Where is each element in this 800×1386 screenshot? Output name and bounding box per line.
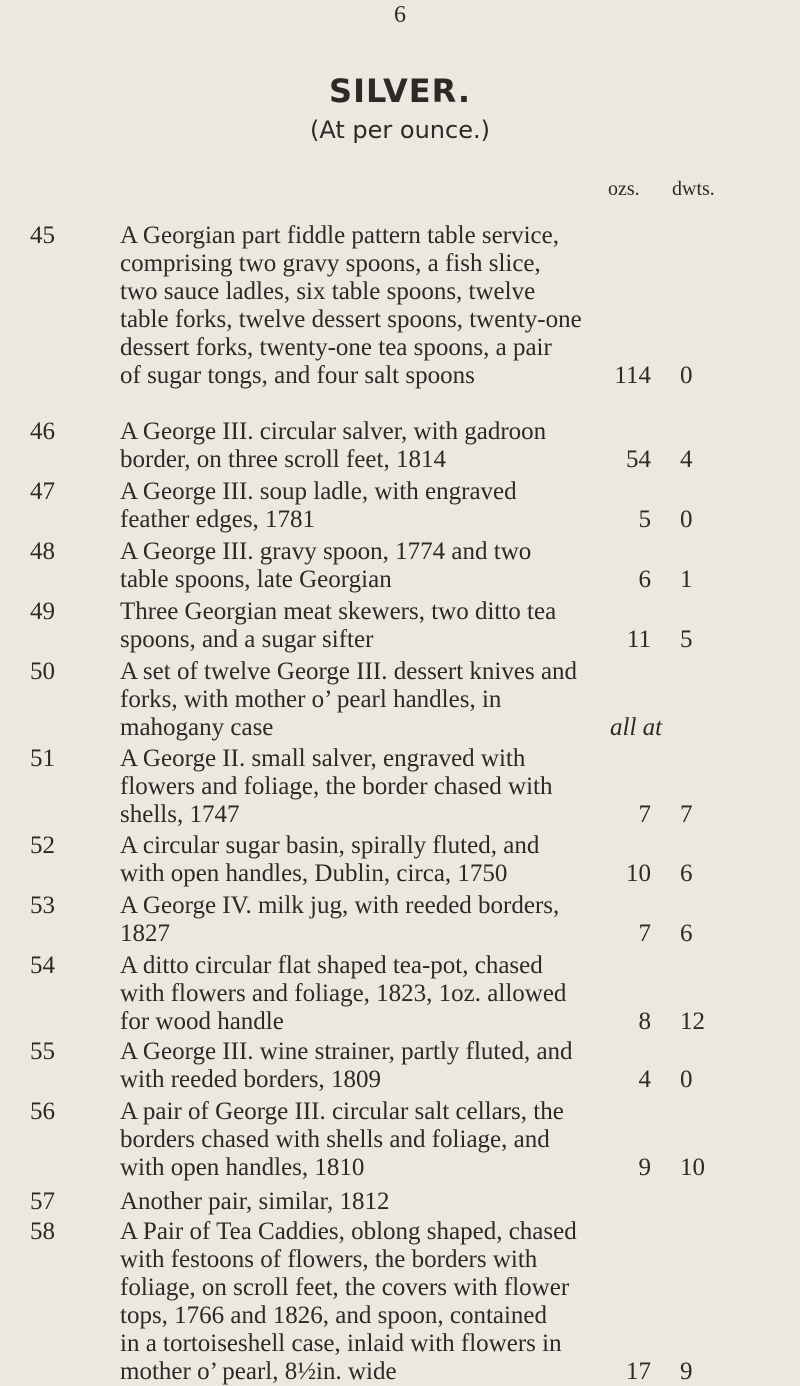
lot-description xyxy=(120,222,598,390)
description-line: forks, with mother o’ pearl handles, in xyxy=(120,686,502,713)
description-line: mahogany case xyxy=(120,714,274,741)
weight-dwts: 6 xyxy=(680,860,693,887)
lot-description xyxy=(120,1188,598,1216)
weight-ozs: 4 xyxy=(638,1066,651,1093)
description-line: A George IV. milk jug, with reeded borders, xyxy=(120,892,560,919)
ozs-column-header: ozs. xyxy=(608,178,640,200)
description-line: table spoons, late Georgian xyxy=(120,566,392,593)
description-line: for wood handle xyxy=(120,1008,284,1035)
description-line: A George II. small salver, engraved with xyxy=(120,745,526,772)
lot-number: 55 xyxy=(30,1038,55,1065)
description-line: tops, 1766 and 1826, and spoon, contained xyxy=(120,1302,548,1329)
weight-ozs: 11 xyxy=(626,626,651,653)
lot-number: 51 xyxy=(30,745,55,772)
description-line: A set of twelve George III. dessert knives and xyxy=(120,658,578,685)
weight-dwts: 4 xyxy=(680,446,693,473)
weight-dwts: 10 xyxy=(680,1154,705,1181)
description-line: flowers and foliage, the border chased with xyxy=(120,773,553,800)
description-line: A Pair of Tea Caddies, oblong shaped, chased xyxy=(120,1218,577,1245)
description-line: A Georgian part fiddle pattern table service, xyxy=(120,222,559,249)
lot-description xyxy=(120,538,598,594)
weight-dwts: 0 xyxy=(680,506,693,533)
lot-number: 46 xyxy=(30,418,55,445)
description-line: with festoons of flowers, the borders with xyxy=(120,1246,538,1273)
lot-number: 47 xyxy=(30,478,55,505)
weight-dwts: 0 xyxy=(680,362,693,389)
description-line: table forks, twelve dessert spoons, twenty-one xyxy=(120,306,582,333)
description-line: comprising two gravy spoons, a fish slice, xyxy=(120,250,541,277)
description-line: borders chased with shells and foliage, and xyxy=(120,1126,550,1153)
description-line: A George III. gravy spoon, 1774 and two xyxy=(120,538,532,565)
page-title: SILVER. xyxy=(329,72,471,110)
weight-ozs: 10 xyxy=(626,860,651,887)
lot-description xyxy=(120,1038,598,1094)
weight-ozs: 17 xyxy=(626,1358,651,1385)
description-line: shells, 1747 xyxy=(120,801,240,828)
lot-number: 57 xyxy=(30,1188,55,1215)
description-line: foliage, on scroll feet, the covers with flower xyxy=(120,1274,570,1301)
lot-description xyxy=(120,832,598,888)
description-line: A ditto circular flat shaped tea-pot, chased xyxy=(120,952,543,979)
page-subtitle: (At per ounce.) xyxy=(310,116,490,144)
description-line: 1827 xyxy=(120,920,170,947)
lot-description xyxy=(120,745,598,829)
weight-dwts: 9 xyxy=(680,1358,693,1385)
lot-number: 56 xyxy=(30,1098,55,1125)
lot-description xyxy=(120,892,598,948)
lot-number: 52 xyxy=(30,832,55,859)
weight-ozs: 5 xyxy=(638,506,651,533)
description-line: A George III. wine strainer, partly fluted, and xyxy=(120,1038,573,1065)
weight-dwts: 12 xyxy=(680,1008,705,1035)
lot-number: 54 xyxy=(30,952,55,979)
description-line: in a tortoiseshell case, inlaid with flowers in xyxy=(120,1330,562,1357)
weight-dwts: 6 xyxy=(680,920,693,947)
weight-ozs: 9 xyxy=(638,1154,651,1181)
lot-description xyxy=(120,952,598,1036)
lot-number: 50 xyxy=(30,658,55,685)
description-line: dessert forks, twenty-one tea spoons, a pair xyxy=(120,334,552,361)
description-line: border, on three scroll feet, 1814 xyxy=(120,446,446,473)
description-line: two sauce ladles, six table spoons, twelve xyxy=(120,278,536,305)
weight-ozs: 7 xyxy=(638,920,651,947)
lot-number: 58 xyxy=(30,1218,55,1245)
weight-ozs: 54 xyxy=(626,446,651,473)
lot-description xyxy=(120,478,598,534)
description-line: Another pair, similar, 1812 xyxy=(120,1188,390,1215)
lot-description xyxy=(120,1218,598,1386)
lot-description xyxy=(120,598,598,654)
lot-description xyxy=(120,658,598,742)
description-line: spoons, and a sugar sifter xyxy=(120,626,374,653)
lot-number: 48 xyxy=(30,538,55,565)
weight-ozs: 6 xyxy=(638,566,651,593)
weight-ozs: 114 xyxy=(614,362,651,389)
lot-description xyxy=(120,1098,598,1182)
description-line: A George III. circular salver, with gadroon xyxy=(120,418,547,445)
description-line: Three Georgian meat skewers, two ditto tea xyxy=(120,598,557,625)
description-line: A circular sugar basin, spirally fluted, and xyxy=(120,832,540,859)
description-line: A George III. soup ladle, with engraved xyxy=(120,478,517,505)
description-line: with open handles, 1810 xyxy=(120,1154,365,1181)
weight-dwts: 7 xyxy=(680,801,693,828)
weight-dwts: 1 xyxy=(680,566,693,593)
price-note: all at xyxy=(610,714,663,741)
lot-description xyxy=(120,418,598,474)
lot-number: 53 xyxy=(30,892,55,919)
lot-number: 49 xyxy=(30,598,55,625)
description-line: mother o’ pearl, 8½in. wide xyxy=(120,1358,397,1385)
description-line: of sugar tongs, and four salt spoons xyxy=(120,362,475,389)
description-line: with flowers and foliage, 1823, 1oz. allowed xyxy=(120,980,567,1007)
description-line: feather edges, 1781 xyxy=(120,506,316,533)
weight-dwts: 5 xyxy=(680,626,693,653)
page-number: 6 xyxy=(394,2,406,28)
dwts-column-header: dwts. xyxy=(672,178,715,200)
weight-dwts: 0 xyxy=(680,1066,693,1093)
description-line: with reeded borders, 1809 xyxy=(120,1066,382,1093)
description-line: with open handles, Dublin, circa, 1750 xyxy=(120,860,508,887)
weight-ozs: 7 xyxy=(638,801,651,828)
description-line: A pair of George III. circular salt cellars, the xyxy=(120,1098,564,1125)
lot-number: 45 xyxy=(30,222,55,249)
weight-ozs: 8 xyxy=(638,1008,651,1035)
